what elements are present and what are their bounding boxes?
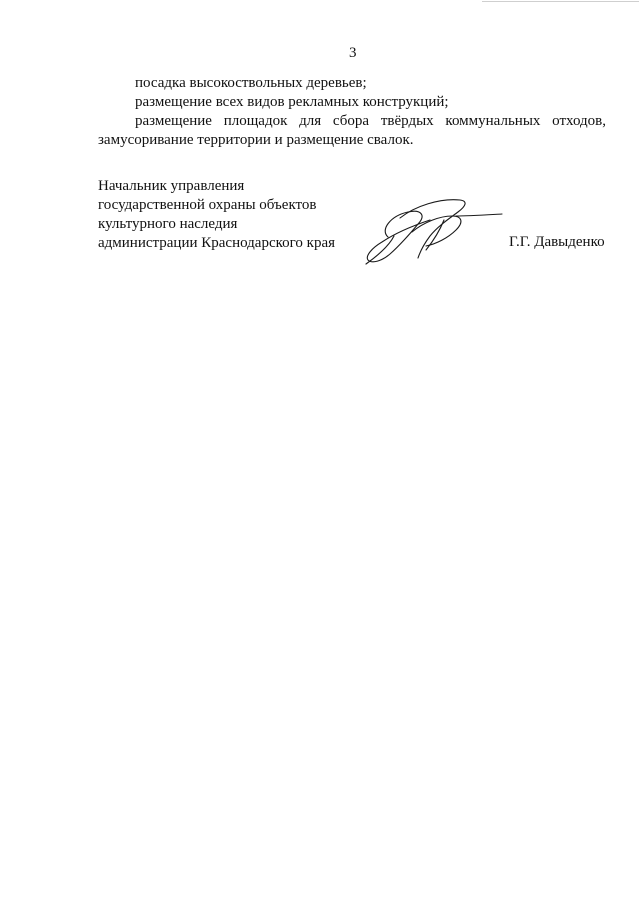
- page-number: 3: [349, 45, 357, 61]
- scan-edge-mark: [482, 1, 639, 2]
- position-line: Начальник управления: [98, 178, 245, 194]
- signatory-position: [98, 177, 335, 253]
- position-line: администрации Краснодарского края: [98, 235, 336, 251]
- handwritten-signature: [360, 192, 505, 272]
- paragraph-advertising: размещение всех видов рекламных конструкций;: [135, 94, 449, 110]
- signatory-name: Г.Г. Давыденко: [509, 234, 605, 250]
- paragraph-tree-planting: посадка высокоствольных деревьев;: [135, 75, 367, 91]
- paragraph-waste-sites: размещение площадок для сбора твёрдых коммунальных отходов, замусоривание территории и размещение свалок.: [98, 113, 606, 148]
- document-body: [98, 74, 606, 150]
- position-line: государственной охраны объектов: [98, 197, 317, 213]
- position-line: культурного наследия: [98, 216, 238, 232]
